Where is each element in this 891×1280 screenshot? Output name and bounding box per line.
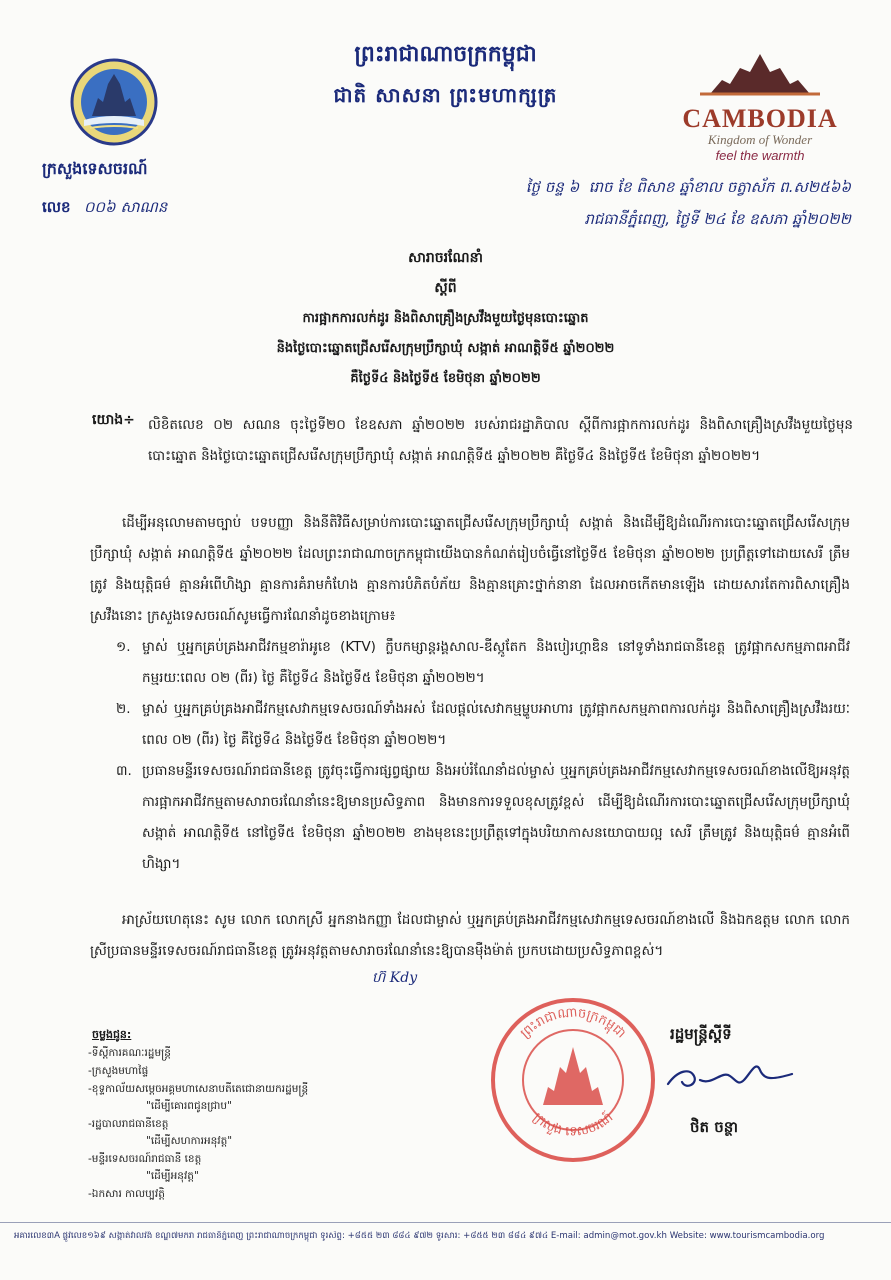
- about-label: ស្តីពី: [434, 280, 457, 296]
- subject-line-3: គឺថ្ងៃទី៤ និងថ្ងៃទី៥ ខែមិថុនា ឆ្នាំ២០២២: [350, 371, 541, 386]
- brand-slogan: feel the warmth: [715, 148, 805, 163]
- recipients-title: ចម្លងជូន:: [92, 1028, 132, 1041]
- reference-value: ០០៦ សាណន: [83, 198, 168, 216]
- recipient-item: "ដើម្បីគោរពជូនជ្រាប": [146, 1100, 232, 1112]
- footer-contact: អគារលេខ៣A ផ្លូវលេខ១៦៩ សង្កាត់វាលវង់ ខណ្ឌ៧មករា រាជធានីភ្នំពេញ ព្រះរាជាណាចក្រកម្ពុជា ទូរស័ព្ទ: +៨៥៥ ២៣ ៨៨៤ ៩៧២ ទូរសារ: +៨៥៥ ២៣ ៨៨៤ ៩៧៤ E-mail: admin@mot.gov.kh Website: www.tourismcambodia.org: [14, 1231, 825, 1241]
- recipient-item: -ក្រសួងមហាផ្ទៃ: [88, 1065, 149, 1077]
- signatory-title: រដ្ឋមន្ត្រីស្តីទី: [670, 1025, 732, 1043]
- list-item-text: ប្រធានមន្ទីរទេសចរណ៍រាជធានីខេត្ត ត្រូវចុះធ្វើការផ្សព្វផ្សាយ និងអប់រំណែនាំដល់ម្ចាស់ ឬអ្នកគ្រប់គ្រងអាជីវកម្មសេវាកម្មទេសចរណ៍ខាងលើឱ្យអនុវត្តការផ្អាកអាជីវកម្មតាមសារាចរណែនាំនេះឱ្យមានប្រសិទ្ធភាព និងមានការទទួលខុសត្រូវខ្ពស់ ដើម្បីឱ្យដំណើរការបោះឆ្នោតជ្រើសរើសក្រុមប្រឹក្សាឃុំ សង្កាត់ អាណត្តិទី៥ នៅថ្ងៃទី៥ ខែមិថុនា ឆ្នាំ២០២២ ខាងមុខនេះប្រព្រឹត្តទៅក្នុងបរិយាកាសនយោបាយល្អ សេរី ត្រឹមត្រូវ និងយុត្តិធម៌ គ្មានអំពើហិង្សា។: [142, 763, 850, 872]
- list-item: [116, 694, 850, 756]
- national-motto: ជាតិ សាសនា ព្រះមហាក្សត្រ: [333, 83, 558, 107]
- document-type: សារាចរណែនាំ: [408, 250, 483, 266]
- list-item: [116, 756, 850, 880]
- cambodia-brand-logo: [655, 50, 865, 163]
- recipient-item: -ឯកសារ កាលប្បវត្តិ: [88, 1188, 165, 1200]
- ministry-name: ក្រសួងទេសចរណ៍: [42, 159, 148, 178]
- ministry-of-tourism-logo: [70, 58, 158, 146]
- official-seal: [488, 995, 658, 1165]
- reference-heading: យោង÷: [92, 412, 135, 428]
- list-item-number: ៣.: [116, 763, 132, 779]
- seal-bottom-text: ក្រសួង ទេសចរណ៍: [529, 1110, 617, 1140]
- list-item-number: ១.: [116, 639, 131, 655]
- reference-paragraph: លិខិតលេខ ០២ សណន ចុះថ្ងៃទី២០ ខែឧសភា ឆ្នាំ២០២២ របស់រាជរដ្ឋាភិបាល ស្តីពីការផ្អាកការលក់ដូរ និងពិសាគ្រឿងស្រវឹងមួយថ្ងៃមុនបោះឆ្នោត និងថ្ងៃបោះឆ្នោតជ្រើសរើសក្រុមប្រឹក្សាឃុំ សង្កាត់ អាណត្តិទី៥ ឆ្នាំ២០២២ គឺថ្ងៃទី៤ និងថ្ងៃទី៥ ខែមិថុនា ឆ្នាំ២០២២។: [148, 417, 853, 464]
- list-item-number: ២.: [116, 701, 131, 717]
- recipient-item: "ដើម្បីសហការអនុវត្ត": [146, 1135, 233, 1147]
- kingdom-title: ព្រះរាជាណាចក្រកម្ពុជា: [354, 42, 537, 67]
- list-item: [116, 632, 850, 694]
- closing-paragraph: អាស្រ័យហេតុនេះ សូម លោក លោកស្រី អ្នកនាងកញ្ញា ដែលជាម្ចាស់ ឬអ្នកគ្រប់គ្រងអាជីវកម្មសេវាកម្មទេសចរណ៍ខាងលើ និងឯកឧត្តម លោក លោកស្រីប្រធានមន្ទីរទេសចរណ៍រាជធានីខេត្ត ត្រូវអនុវត្តតាមសារាចរណែនាំនេះឱ្យបានម៉ឺងម៉ាត់ ប្រកបដោយប្រសិទ្ធភាពខ្ពស់។: [90, 912, 850, 959]
- angkor-emblem-icon: [543, 1047, 603, 1105]
- recipient-item: -មន្ទីរទេសចរណ៍រាជធានី ខេត្ត: [88, 1153, 202, 1165]
- intro-paragraph: ដើម្បីអនុលោមតាមច្បាប់ បទបញ្ញា និងនីតិវិធីសម្រាប់ការបោះឆ្នោតជ្រើសរើសក្រុមប្រឹក្សាឃុំ សង្កាត់ និងដើម្បីឱ្យដំណើរការបោះឆ្នោតជ្រើសរើសក្រុមប្រឹក្សាឃុំ សង្កាត់ អាណត្តិទី៥ ឆ្នាំ២០២២ ដែលព្រះរាជាណាចក្រកម្ពុជាយើងបានកំណត់រៀបចំធ្វើនៅថ្ងៃទី៥ ខែមិថុនា ឆ្នាំ២០២២ ប្រព្រឹត្តទៅដោយសេរី ត្រឹមត្រូវ និងយុត្តិធម៌ គ្មានអំពើហិង្សា គ្មានការគំរាមកំហែង គ្មានការបំភិតបំភ័យ និងគ្មានគ្រោះថ្នាក់នានា ដែលអាចកើតមានឡើង ដោយសារតែការពិសាគ្រឿងស្រវឹងនោះ ក្រសួងទេសចរណ៍សូមធ្វើការណែនាំដូចខាងក្រោម៖: [90, 515, 850, 624]
- handwritten-initials: ហ៊ Kdy: [372, 970, 418, 986]
- minister-signature: [660, 1040, 800, 1100]
- angkor-temple-icon: [700, 50, 820, 96]
- reference-label: លេខ: [42, 198, 71, 216]
- brand-tagline: Kingdom of Wonder: [707, 132, 813, 147]
- recipient-item: -រដ្ឋបាលរាជធានីខេត្ត: [88, 1118, 169, 1130]
- solar-date: រាជធានីភ្នំពេញ, ថ្ងៃទី ២៤ ខែ ឧសភា ឆ្នាំ២០២២: [584, 210, 851, 228]
- list-item-text: ម្ចាស់ ឬអ្នកគ្រប់គ្រងអាជីវកម្មខារ៉ាអូខេ (KTV) ក្លឹបកម្សាន្តរង្គសាល-ឌីស្កូតែក និងបៀរហ្គាឌិន នៅទូទាំងរាជធានីខេត្ត ត្រូវផ្អាកសកម្មភាពអាជីវកម្មរយៈពេល ០២ (ពីរ) ថ្ងៃ គឺថ្ងៃទី៤ និងថ្ងៃទី៥ ខែមិថុនា ឆ្នាំ២០២២។: [142, 639, 850, 686]
- lunar-date: ថ្ងៃ ចន្ទ ៦ ​ រោច ខែ ពិសាខ ឆ្នាំខាល ចត្វាស័ក ព.ស២៥៦៦: [525, 178, 851, 196]
- recipient-item: -ទីស្តីការគណៈរដ្ឋមន្ត្រី: [88, 1047, 171, 1059]
- recipient-item: "ដើម្បីអនុវត្ត": [146, 1170, 199, 1182]
- signatory-name: ថិត ចន្ថា: [690, 1118, 739, 1136]
- svg-text:ក្រសួង ទេសចរណ៍: [530, 1108, 616, 1139]
- recipient-item: -ខុទ្ទកាល័យសម្តេចអគ្គមហាសេនាបតីតេជោនាយករដ្ឋមន្ត្រី: [88, 1083, 309, 1095]
- list-item-text: ម្ចាស់ ឬអ្នកគ្រប់គ្រងអាជីវកម្មសេវាកម្មទេសចរណ៍ទាំងអស់ ដែលផ្តល់សេវាកម្មម្ហូបអាហារ ត្រូវផ្អាកសកម្មភាពការលក់ដូរ និងពិសាគ្រឿងស្រវឹងរយៈពេល ០២ (ពីរ) ថ្ងៃ គឺថ្ងៃទី៤ និងថ្ងៃទី៥ ខែមិថុនា ឆ្នាំ២០២២។: [142, 701, 850, 748]
- seal-top-text: ព្រះរាជាណាចក្រកម្ពុជា: [517, 1005, 629, 1042]
- subject-line-1: ការផ្អាកការលក់ដូរ និងពិសាគ្រឿងស្រវឹងមួយថ្ងៃមុនបោះឆ្នោត: [302, 311, 589, 326]
- brand-word: CAMBODIA: [682, 104, 838, 133]
- subject-line-2: និងថ្ងៃបោះឆ្នោតជ្រើសរើសក្រុមប្រឹក្សាឃុំ សង្កាត់ អាណត្តិទី៥ ឆ្នាំ២០២២: [276, 341, 615, 356]
- reference-number: [42, 198, 167, 220]
- footer-divider: [0, 1222, 891, 1223]
